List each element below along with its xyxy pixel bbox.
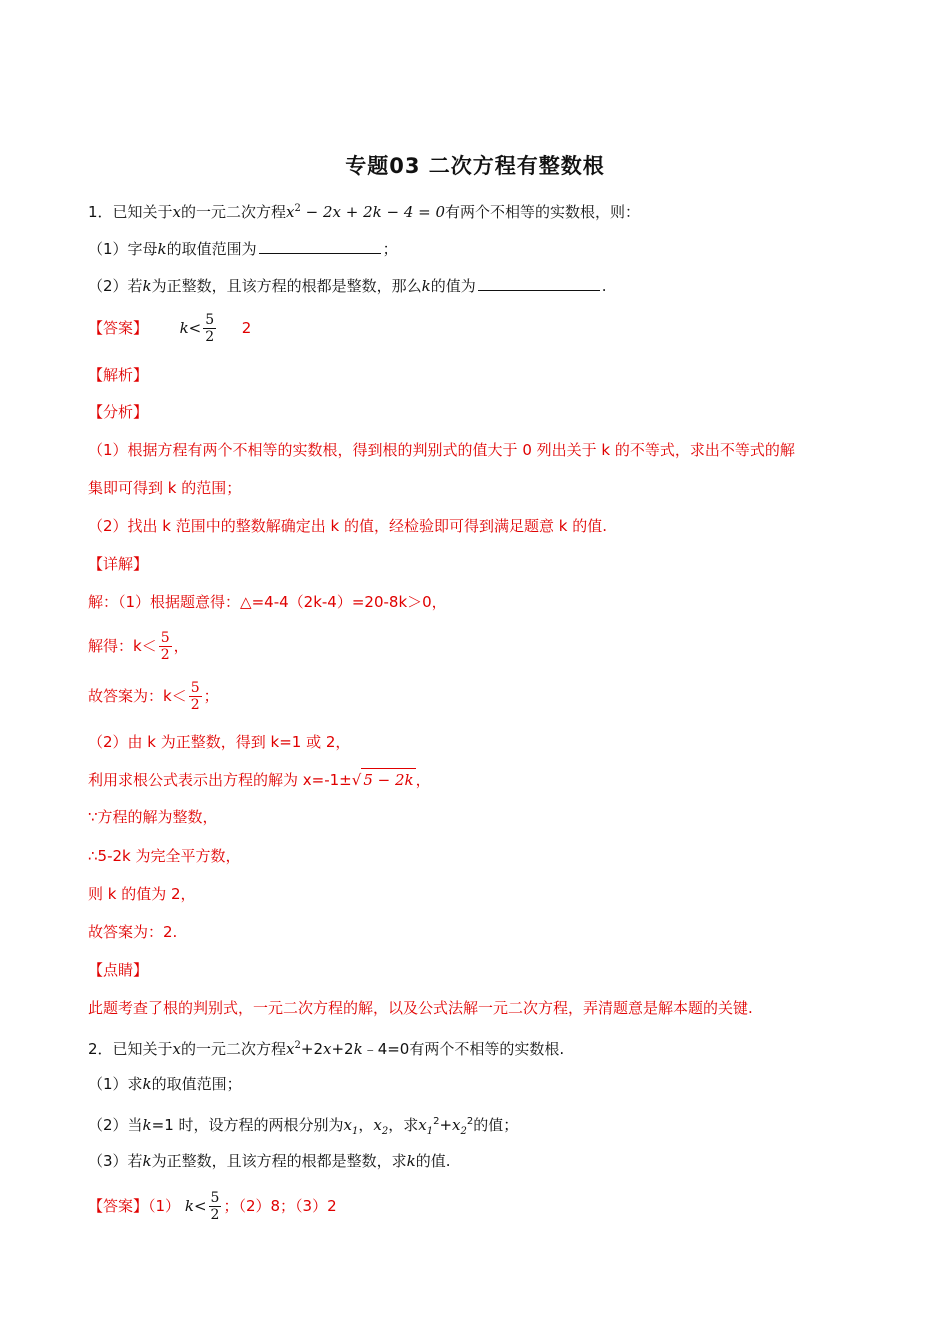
fraction-five-halves: $\frac{5}{2}$ (210, 1190, 220, 1223)
comment-text: 此题考查了根的判别式，一元二次方程的解，以及公式法解一元二次方程，弄清题意是解本题的关键. (88, 999, 753, 1017)
q2-part2: （2）当k=1 时，设方程的两根分别为$x_1$，$x_2$，求$x_1^2+x_2^2$的值； (88, 1116, 519, 1137)
detail-8: 则 k 的值为 2， (88, 885, 196, 903)
fraction-five-halves: $\frac{5}{2}$ (190, 680, 200, 713)
detail-label: 【详解】 (88, 555, 149, 573)
detail-7: ∴5-2k 为完全平方数， (88, 847, 241, 865)
q2-part1: （1）求k的取值范围； (88, 1075, 242, 1093)
detail-4: （2）由 k 为正整数，得到 k=1 或 2， (88, 733, 351, 751)
fenxi-label: 【分析】 (88, 403, 149, 421)
detail-6: ∵方程的解为整数， (88, 808, 218, 826)
fraction-five-halves: $\frac{5}{2}$ (205, 312, 215, 345)
square-root: √ 5 − 2k (352, 768, 416, 791)
q2-answer: 【答案】（1） k< $\frac{5}{2}$ ；（2）8；（3）2 (88, 1190, 337, 1223)
detail-5: 利用求根公式表示出方程的解为 x=-1± √ 5 − 2k ， (88, 768, 431, 791)
answer-label: 【答案】 (88, 1197, 149, 1215)
detail-2: 解得：k＜ $\frac{5}{2}$ ， (88, 630, 189, 663)
q1-stem: 1．已知关于x的一元二次方程$x^2 - 2x + 2k - 4 = 0$有两个不相等的实数根，则： (88, 203, 641, 221)
fenxi-1a: （1）根据方程有两个不相等的实数根，得到根的判别式的值大于 0 列出关于 k 的不等式，求出不等式的解 (88, 441, 795, 459)
q1-part1: （1）字母k的取值范围为 ； (88, 237, 398, 260)
answer-blank-2[interactable] (478, 274, 600, 291)
q1-answer: 【答案】 k< $\frac{5}{2}$ 2 (88, 312, 252, 345)
q1-equation: − 2x + 2k − 4 = 0 (300, 203, 446, 221)
q2-part3: （3）若k为正整数，且该方程的根都是整数，求k的值. (88, 1152, 451, 1170)
fraction-five-halves: $\frac{5}{2}$ (160, 630, 170, 663)
analysis-label: 【解析】 (88, 366, 149, 384)
detail-1: 解：（1）根据题意得：△=4-4（2k-4）=20-8k＞0， (88, 593, 447, 611)
fenxi-1b: 集即可得到 k 的范围； (88, 479, 242, 497)
comment-label: 【点睛】 (88, 961, 149, 979)
detail-3: 故答案为：k＜ $\frac{5}{2}$ ； (88, 680, 219, 713)
answer-blank-1[interactable] (259, 237, 381, 254)
page-title: 专题03 二次方程有整数根 (345, 154, 605, 178)
fenxi-2: （2）找出 k 范围中的整数解确定出 k 的值，经检验即可得到满足题意 k 的值. (88, 517, 607, 535)
q2-stem: 2．已知关于x的一元二次方程$x^2+2x+2k﹣4=0$有两个不相等的实数根. (88, 1040, 565, 1058)
answer-label: 【答案】 (88, 319, 149, 337)
detail-9: 故答案为：2. (88, 923, 178, 941)
q1-part2: （2）若k为正整数，且该方程的根都是整数，那么k的值为 . (88, 274, 607, 297)
